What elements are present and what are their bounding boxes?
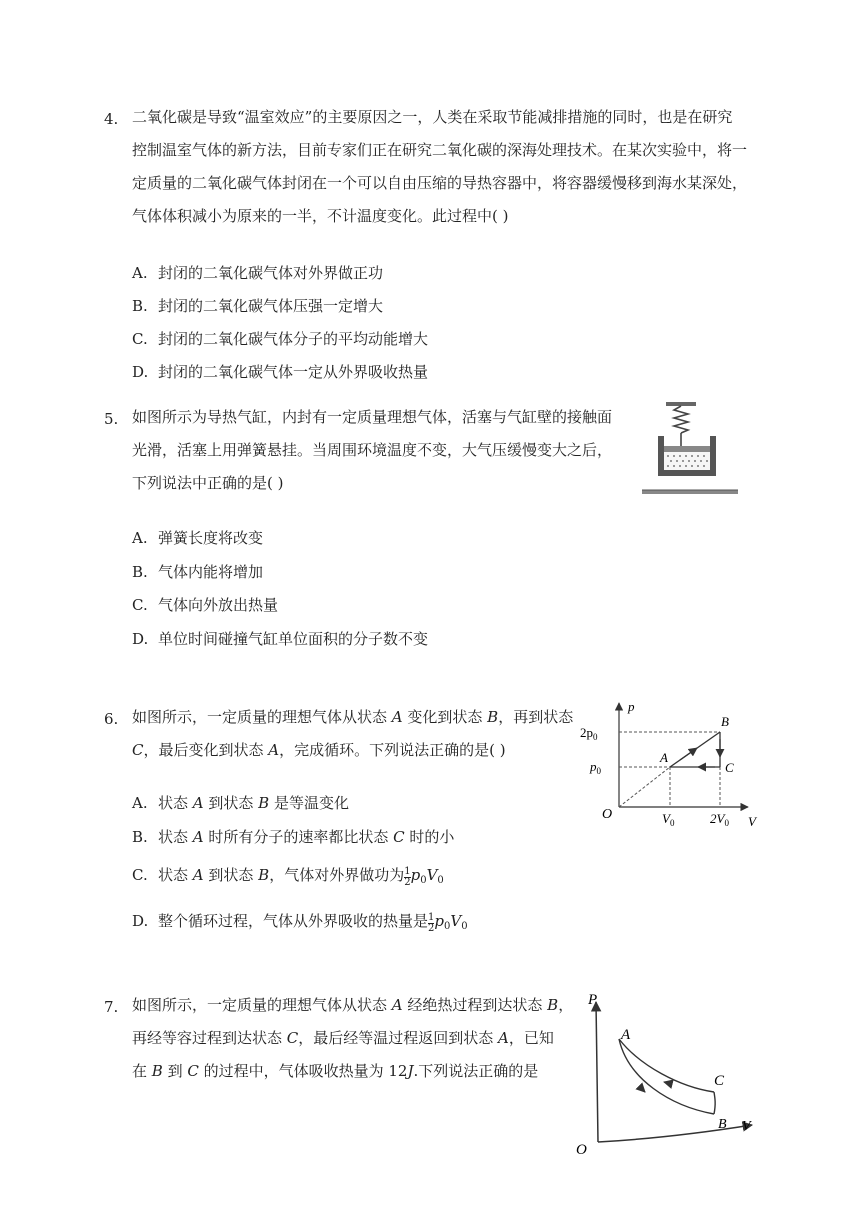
subscript: 0 — [437, 875, 444, 886]
fraction-denominator: 2 — [404, 876, 411, 888]
option-text: 气体内能将增加 — [158, 563, 264, 581]
tick-text: p — [590, 759, 597, 774]
option-text: 封闭的二氧化碳气体对外界做正功 — [158, 264, 384, 282]
stem-line — [132, 989, 573, 1022]
option-text: 弹簧长度将改变 — [158, 529, 264, 547]
var-a: A — [268, 741, 280, 759]
arrow-c-a — [664, 1082, 672, 1084]
isothermal-c-a — [619, 1039, 714, 1092]
point-a-label: A — [660, 750, 668, 765]
subscript: 0 — [461, 921, 468, 932]
tick-2p0 — [580, 725, 598, 742]
text: ，最后变化到状态 — [143, 741, 269, 759]
stem-line — [132, 734, 573, 767]
text: 状态 — [158, 828, 193, 846]
var-b: B — [487, 708, 499, 726]
v-axis-label: V — [748, 814, 756, 829]
p-axis-label: P — [588, 992, 598, 1008]
subscript: 0 — [420, 875, 427, 886]
var-b: B — [258, 866, 270, 884]
text: 到状态 — [203, 866, 259, 884]
option-d[interactable] — [132, 910, 468, 934]
option-d[interactable] — [132, 361, 428, 382]
text: 时所有分子的速率都比状态 — [203, 828, 394, 846]
tick-subscript: 0 — [596, 766, 601, 776]
text: 到状态 — [203, 794, 259, 812]
text: 状态 — [158, 794, 193, 812]
option-a[interactable] — [132, 262, 383, 283]
tick-text: 2p — [580, 725, 593, 740]
text: 的过程中，气体吸收热量为 12 — [198, 1062, 408, 1080]
v-axis — [598, 1125, 752, 1142]
question-number: 6. — [104, 710, 119, 728]
var-v: V — [450, 912, 462, 930]
question-stem — [132, 701, 573, 767]
option-c[interactable] — [132, 328, 428, 349]
option-text: 封闭的二氧化碳气体分子的平均动能增大 — [158, 330, 429, 348]
var-c: C — [187, 1062, 199, 1080]
var-a: A — [391, 996, 403, 1014]
var-c: C — [286, 1029, 299, 1047]
option-letter: C. — [132, 330, 148, 348]
unit-j: J — [407, 1062, 414, 1080]
text: .下列说法正确的是 — [413, 1062, 539, 1080]
text: ，已知 — [508, 1029, 554, 1047]
text: ，再到状态 — [498, 708, 574, 726]
option-letter: D. — [132, 363, 149, 381]
question-number: 7. — [104, 998, 119, 1016]
stem-line — [132, 1022, 573, 1055]
text: 是等温变化 — [269, 794, 349, 812]
option-letter: A. — [132, 264, 148, 282]
text: 到 — [162, 1062, 188, 1080]
var-v: V — [426, 866, 438, 884]
var-a: A — [192, 828, 204, 846]
subscript: 0 — [444, 921, 451, 932]
stem-line — [132, 701, 573, 734]
text: 状态 — [158, 866, 193, 884]
stem-line: 气体体积减小为原来的一半，不计温度变化。此过程中( ) — [132, 207, 509, 225]
origin-extension — [619, 767, 670, 807]
var-b: B — [151, 1062, 163, 1080]
option-text: 封闭的二氧化碳气体压强一定增大 — [158, 297, 384, 315]
option-letter: C. — [132, 596, 148, 614]
text: 变化到状态 — [402, 708, 488, 726]
var-a: A — [192, 794, 204, 812]
fraction-numerator: 1 — [428, 911, 435, 923]
cylinder-spring-figure — [638, 400, 740, 498]
option-letter: B. — [132, 563, 148, 581]
var-a: A — [391, 708, 403, 726]
point-b-label: B — [718, 1117, 727, 1132]
v-axis-label: V — [742, 1119, 751, 1134]
stem-line: 控制温室气体的新方法，目前专家们正在研究二氧化碳的深海处理技术。在某次实验中，将一 — [132, 141, 748, 159]
text: 在 — [132, 1062, 152, 1080]
text: 经绝热过程到达状态 — [402, 996, 548, 1014]
pv-cycle-diagram — [580, 695, 765, 835]
question-number: 5. — [104, 410, 119, 428]
var-c: C — [393, 828, 405, 846]
option-letter: B. — [132, 828, 148, 846]
var-a: A — [498, 1029, 509, 1047]
option-letter: A. — [132, 794, 148, 812]
fraction-numerator: 1 — [404, 865, 411, 877]
tick-subscript: 0 — [724, 818, 729, 828]
option-a[interactable] — [132, 527, 263, 548]
option-b[interactable] — [132, 826, 454, 847]
var-p: p — [410, 866, 421, 884]
var-b: B — [547, 996, 559, 1014]
p-axis-label: p — [628, 699, 635, 714]
text: ， — [558, 996, 574, 1014]
option-letter: A. — [132, 529, 148, 547]
stem-line: 下列说法中正确的是( ) — [132, 474, 284, 492]
option-letter: B. — [132, 297, 148, 315]
text: 如图所示，一定质量的理想气体从状态 — [132, 996, 392, 1014]
option-text: 封闭的二氧化碳气体一定从外界吸收热量 — [158, 363, 429, 381]
stem-line: 光滑，活塞上用弹簧悬挂。当周围环境温度不变，大气压缓慢变大之后， — [132, 441, 613, 459]
origin-label: O — [602, 807, 613, 822]
arrow-a-b — [640, 1087, 645, 1092]
point-c-label: C — [725, 760, 734, 775]
option-text: 气体向外放出热量 — [158, 596, 279, 614]
question-stem — [132, 101, 747, 233]
origin-label: O — [576, 1142, 587, 1158]
option-c[interactable] — [132, 594, 278, 615]
pv-adiabatic-diagram — [570, 984, 760, 1164]
option-letter: C. — [132, 866, 148, 884]
option-letter: D. — [132, 912, 149, 930]
tick-text: V — [662, 811, 670, 826]
option-b[interactable] — [132, 295, 383, 316]
stem-line — [132, 1055, 573, 1088]
tick-p0 — [589, 759, 602, 776]
question-stem — [132, 401, 612, 500]
question-number: 4. — [104, 110, 119, 128]
point-c-label: C — [714, 1073, 725, 1089]
text: 时的小 — [404, 828, 455, 846]
stem-line: 定质量的二氧化碳气体封闭在一个可以自由压缩的导热容器中，将容器缓慢移到海水某深处， — [132, 174, 748, 192]
stem-line: 二氧化碳是导致“温室效应”的主要原因之一，人类在采取节能减排措施的同时，也是在研究 — [132, 108, 733, 126]
text: 整个循环过程，气体从外界吸收的热量是 — [158, 912, 429, 930]
text: 如图所示，一定质量的理想气体从状态 — [132, 708, 392, 726]
arrow-a-b — [680, 748, 697, 760]
fraction-denominator: 2 — [428, 922, 435, 934]
var-p: p — [434, 912, 444, 930]
p-axis — [596, 1002, 598, 1142]
text: ，最后经等温过程返回到状态 — [298, 1029, 499, 1047]
text: 再经等容过程到达状态 — [132, 1029, 287, 1047]
option-text: 单位时间碰撞气缸单位面积的分子数不变 — [158, 630, 429, 648]
tick-v0 — [662, 811, 675, 828]
text: ，气体对外界做功为 — [269, 866, 405, 884]
option-c[interactable] — [132, 864, 444, 888]
isochoric-b-c — [714, 1092, 715, 1114]
point-a-label: A — [621, 1027, 631, 1043]
option-d[interactable] — [132, 628, 428, 649]
var-b: B — [258, 794, 270, 812]
option-b[interactable] — [132, 561, 263, 582]
text: ，完成循环。下列说法正确的是( ) — [279, 741, 506, 759]
question-stem — [132, 989, 573, 1088]
tick-subscript: 0 — [593, 732, 598, 742]
stem-line: 如图所示为导热气缸，内封有一定质量理想气体，活塞与气缸壁的接触面 — [132, 408, 613, 426]
tick-2v0 — [710, 811, 729, 828]
tick-subscript: 0 — [669, 818, 675, 828]
var-a: A — [192, 866, 204, 884]
option-a[interactable] — [132, 792, 349, 813]
option-letter: D. — [132, 630, 149, 648]
point-b-label: B — [721, 714, 729, 729]
var-c: C — [132, 741, 144, 759]
tick-text: 2V — [710, 811, 725, 826]
